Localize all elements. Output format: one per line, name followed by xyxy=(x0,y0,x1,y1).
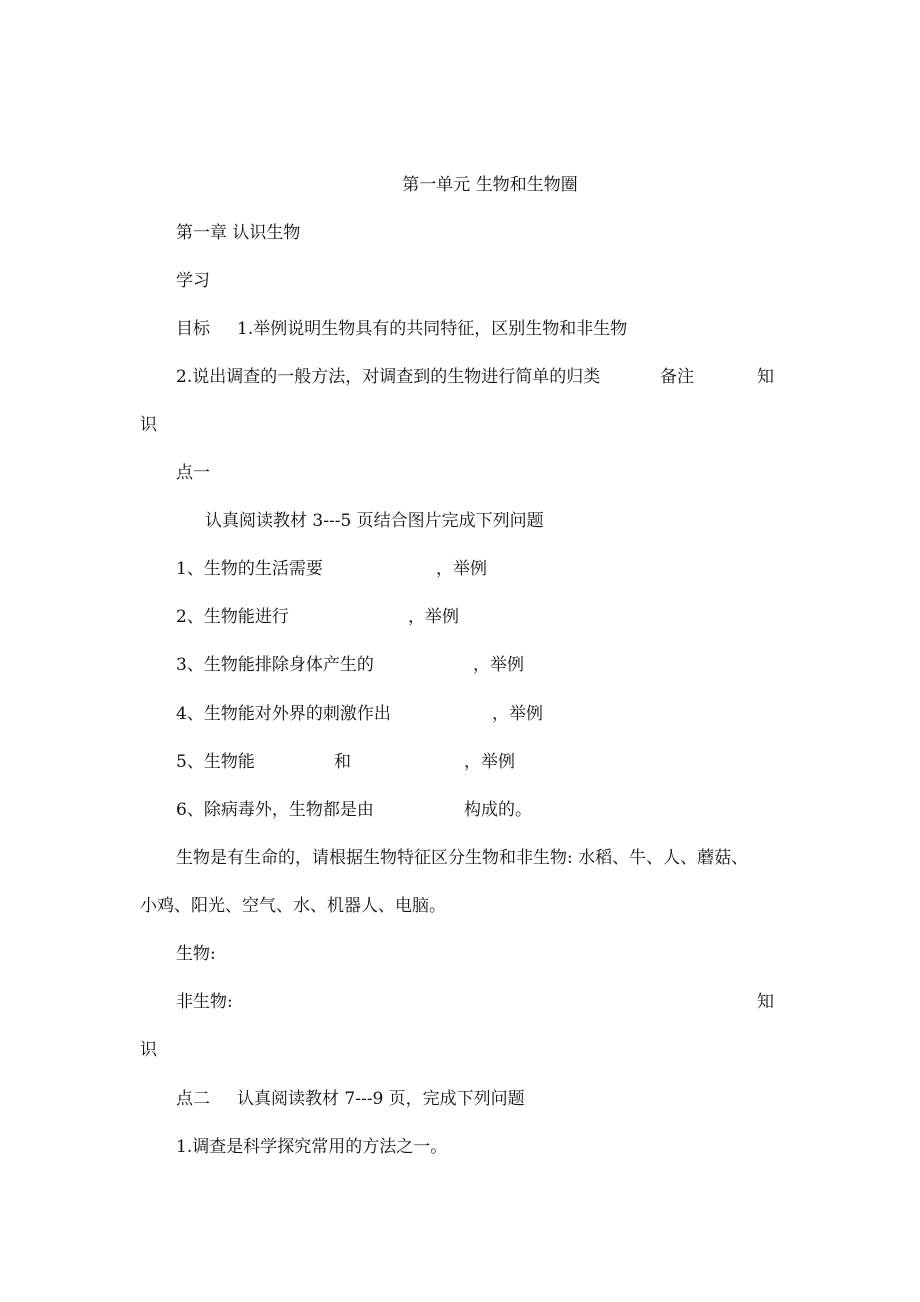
goal-2: 2.说出调查的一般方法，对调查到的生物进行简单的归类 xyxy=(176,367,601,387)
non-living-things-label: 非生物: xyxy=(176,992,233,1012)
question-3-example: ，举例 xyxy=(473,655,524,675)
point-two-label: 点二 xyxy=(176,1089,210,1109)
zhi-char-1: 知 xyxy=(757,367,774,387)
point-one-label: 点一 xyxy=(176,463,210,483)
question-1-example: ，举例 xyxy=(436,559,487,579)
question-2-example: ，举例 xyxy=(408,607,459,627)
goal-label: 目标 xyxy=(176,319,210,339)
note-label: 备注 xyxy=(660,367,694,387)
goal-1: 1.举例说明生物具有的共同特征，区别生物和非生物 xyxy=(237,319,628,339)
question-5-example: ，举例 xyxy=(464,752,515,772)
unit-title: 第一单元 生物和生物圈 xyxy=(402,175,578,195)
question-6-end: 构成的。 xyxy=(464,800,532,820)
classify-paragraph-line-1: 生物是有生命的，请根据生物特征区分生物和非生物: 水稻、牛、人、蘑菇、 xyxy=(176,848,749,868)
question-5: 5、生物能 xyxy=(176,752,255,772)
question-4: 4、生物能对外界的刺激作出 xyxy=(176,704,391,724)
shi-char-1: 识 xyxy=(140,415,157,435)
chapter-title: 第一章 认识生物 xyxy=(176,223,301,243)
reading-instruction-2: 认真阅读教材 7---9 页，完成下列问题 xyxy=(237,1089,525,1109)
question-6: 6、除病毒外，生物都是由 xyxy=(176,800,374,820)
question-5-and: 和 xyxy=(334,752,351,772)
shi-char-2: 识 xyxy=(140,1040,157,1060)
reading-instruction-1: 认真阅读教材 3---5 页结合图片完成下列问题 xyxy=(205,511,544,531)
question-2: 2、生物能进行 xyxy=(176,607,289,627)
question-4-example: ，举例 xyxy=(492,704,543,724)
living-things-label: 生物: xyxy=(176,944,216,964)
study-label: 学习 xyxy=(176,271,210,291)
zhi-char-2: 知 xyxy=(757,992,774,1012)
question-3: 3、生物能排除身体产生的 xyxy=(176,655,374,675)
question-1: 1、生物的生活需要 xyxy=(176,559,323,579)
classify-paragraph-line-2: 小鸡、阳光、空气、水、机器人、电脑。 xyxy=(140,896,446,916)
survey-statement: 1.调查是科学探究常用的方法之一。 xyxy=(176,1137,448,1157)
